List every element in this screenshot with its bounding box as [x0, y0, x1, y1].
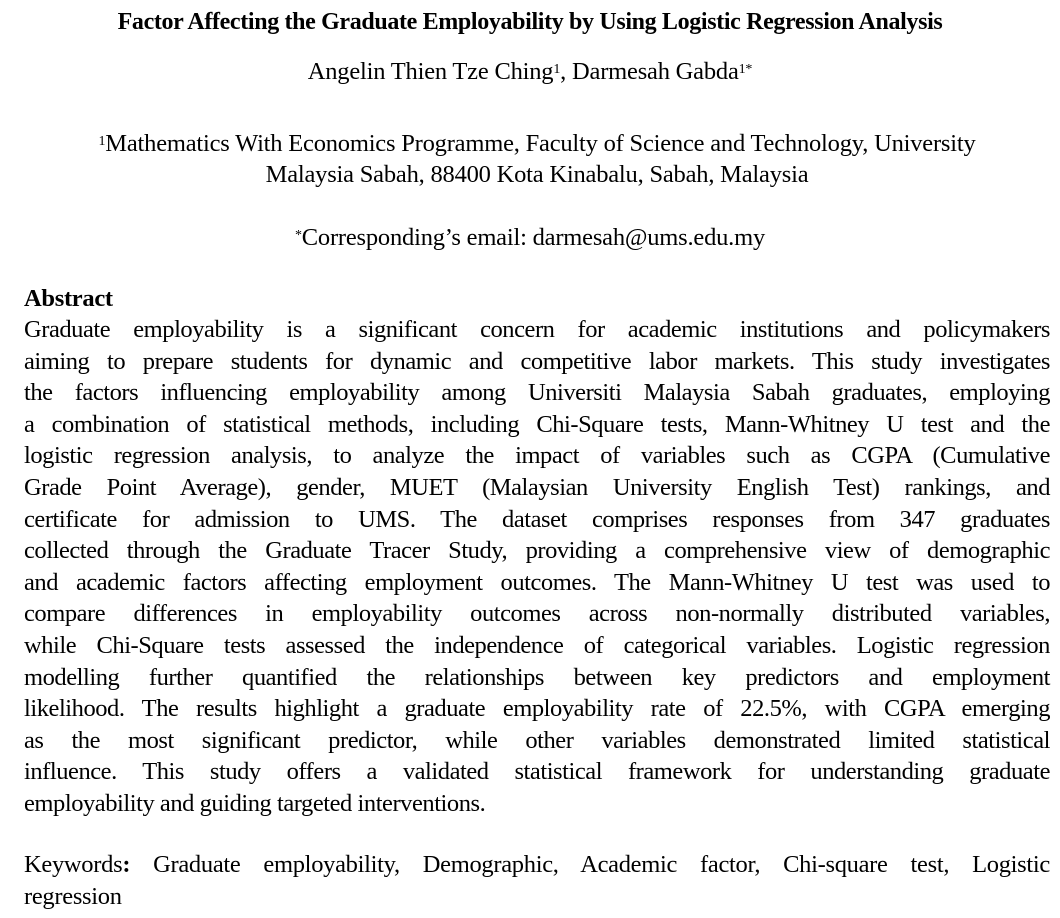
author-name: Angelin Thien Tze Ching — [307, 58, 554, 85]
affiliation-mark: 1 — [98, 134, 106, 149]
abstract-line: Graduate employability is a significant concern for academic institutions and policymakers — [24, 316, 1050, 343]
email-address[interactable]: darmesah@ums.edu.my — [532, 224, 766, 251]
abstract-line: collected through the Graduate Tracer Study, providing a comprehensive view of demographic — [24, 537, 1050, 565]
affiliation-line: Malaysia Sabah, 88400 Kota Kinabalu, Sabah, Malaysia — [265, 161, 809, 188]
abstract-line: while Chi-Square tests assessed the independence of categorical variables. Logistic regression — [24, 631, 1050, 659]
keywords — [24, 849, 1050, 913]
abstract-line: as the most significant predictor, while other variables demonstrated limited statistical — [24, 726, 1050, 754]
affiliation-line: $^1$Mathematics With Economics Programme, Faculty of Science and Technology, University — [98, 130, 976, 157]
paper-title: Factor Affecting the Graduate Employability by Using Logistic Regression Analysis — [117, 9, 943, 35]
keywords-line — [24, 849, 1050, 881]
abstract-body — [24, 314, 1050, 820]
corresponding-label: Corresponding’s email: — [301, 224, 533, 251]
keywords-label: Keywords — [24, 851, 123, 878]
abstract-line: logistic regression analysis, to analyze the impact of variables such as CGPA (Cumulative — [24, 442, 1050, 470]
abstract-line: compare differences in employability outcomes across non-normally distributed variables, — [24, 600, 1050, 628]
affiliation-mark: 1 — [553, 62, 561, 77]
abstract-heading: Abstract — [24, 285, 113, 312]
affiliation-mark: 1* — [738, 62, 753, 77]
abstract-line: modelling further quantified the relationships between key predictors and employment — [24, 663, 1050, 691]
abstract-line: employability and guiding targeted interventions. — [24, 789, 486, 817]
abstract-line: a combination of statistical methods, including Chi-Square tests, Mann-Whitney U test and the — [24, 410, 1050, 438]
affiliation — [24, 128, 1050, 190]
keywords-list: Graduate employability, Demographic, Academic factor, Chi-square test, Logistic — [130, 851, 1050, 878]
keywords-line: regression — [24, 883, 122, 910]
abstract-line: and academic factors affecting employment outcomes. The Mann-Whitney U test was used to — [24, 568, 1050, 596]
corresponding-email — [0, 222, 1060, 254]
corresponding-mark: * — [294, 228, 302, 243]
keywords-colon: : — [122, 851, 131, 878]
author-name: Darmesah Gabda — [572, 58, 739, 85]
abstract-line: influence. This study offers a validated statistical framework for understanding graduate — [24, 758, 1050, 786]
abstract-line: likelihood. The results highlight a graduate employability rate of 22.5%, with CGPA emerging — [24, 695, 1050, 723]
author-list — [0, 56, 1060, 88]
abstract-line: certificate for admission to UMS. The dataset comprises responses from 347 graduates — [24, 505, 1050, 533]
abstract-line: the factors influencing employability among Universiti Malaysia Sabah graduates, employing — [24, 379, 1050, 407]
abstract-line: Grade Point Average), gender, MUET (Malaysian University English Test) rankings, and — [24, 473, 1050, 501]
abstract-line: aiming to prepare students for dynamic and competitive labor markets. This study investigates — [24, 347, 1050, 375]
author-separator: , — [560, 58, 573, 85]
